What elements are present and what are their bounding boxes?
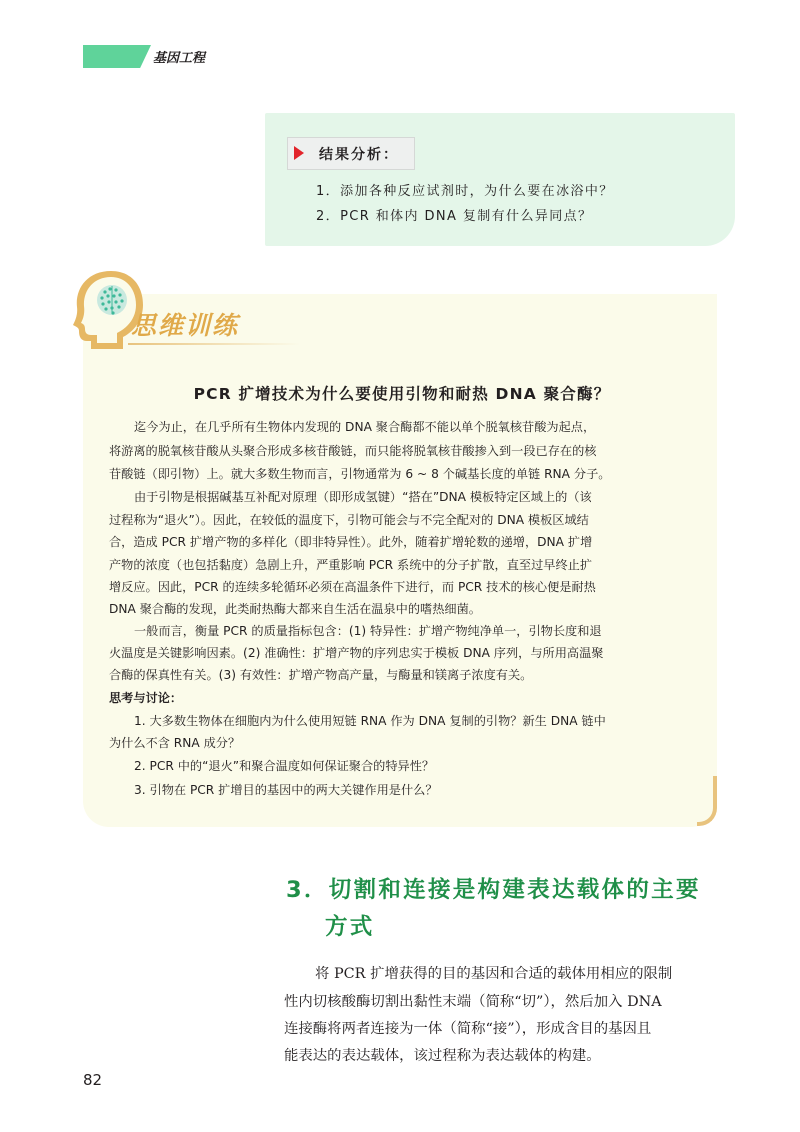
thinking-training-heading: 思维训练 — [131, 311, 240, 340]
header-title: 基因工程 — [153, 51, 206, 66]
essay-line: DNA 聚合酶的发现，此类耐热酶大都来自生活在温泉中的嗜热细菌。 — [109, 602, 481, 616]
discussion-heading: 思考与讨论： — [109, 691, 183, 705]
section-title-line-2: 方式 — [325, 914, 375, 940]
essay-line: 将游离的脱氧核苷酸从头聚合形成多核苷酸链，而只能将脱氧核苷酸掺入到一段已存在的核 — [109, 444, 597, 458]
header-green-tab — [83, 45, 151, 68]
essay-line: 产物的浓度（也包括黏度）急剧上升，严重影响 PCR 系统中的分子扩散，直至过早终止扩 — [109, 558, 593, 572]
section-title-line-1: 3．切割和连接是构建表达载体的主要 — [286, 877, 701, 903]
essay-line: 苷酸链（即引物）上。就大多数生物而言，引物通常为 6 ~ 8 个碱基长度的单链 RNA 分子。 — [109, 467, 611, 481]
essay-line: 过程称为“退火”）。因此，在较低的温度下，引物可能会与不完全配对的 DNA 模板区域结 — [109, 513, 589, 527]
body-paragraph-line: 连接酶将两者连接为一体（简称“接”），形成含目的基因且 — [284, 1021, 652, 1037]
discussion-question: 2. PCR 中的“退火”和聚合温度如何保证聚合的特异性？ — [134, 759, 435, 773]
essay-line: 由于引物是根据碱基互补配对原理（即形成氢键）“搭在”DNA 模板特定区域上的（该 — [134, 490, 592, 504]
essay-line: 增反应。因此，PCR 的连续多轮循环必须在高温条件下进行，而 PCR 技术的核心便是耐热 — [109, 580, 596, 594]
essay-title: PCR 扩增技术为什么要使用引物和耐热 DNA 聚合酶？ — [193, 385, 611, 403]
essay-line: 一般而言，衡量 PCR 的质量指标包含：(1) 特异性：扩增产物纯净单一，引物长度和退 — [134, 624, 602, 638]
page-number: 82 — [83, 1071, 103, 1089]
essay-line: 合，造成 PCR 扩增产物的多样化（即非特异性）。此外，随着扩增轮数的递增，DNA 扩增 — [109, 535, 593, 549]
essay-line: 合酶的保真性有关。(3) 有效性：扩增产物高产量，与酶量和镁离子浓度有关。 — [109, 668, 533, 682]
play-arrow-icon — [294, 146, 304, 160]
body-paragraph-line: 将 PCR 扩增获得的目的基因和合适的载体用相应的限制 — [315, 966, 673, 982]
discussion-question: 为什么不含 RNA 成分？ — [109, 736, 241, 750]
result-analysis-title: 结果分析： — [319, 147, 399, 163]
heading-underline — [128, 343, 300, 345]
body-paragraph-line: 性内切核酸酶切割出黏性末端（简称“切”），然后加入 DNA — [284, 994, 662, 1010]
result-question-1: 1．添加各种反应试剂时，为什么要在冰浴中？ — [316, 184, 614, 199]
result-question-2: 2．PCR 和体内 DNA 复制有什么异同点？ — [316, 209, 593, 224]
thinking-box-corner-decoration — [697, 776, 717, 826]
body-paragraph-line: 能表达的表达载体，该过程称为表达载体的构建。 — [284, 1048, 601, 1064]
essay-line: 火温度是关键影响因素。(2) 准确性：扩增产物的序列忠实于模板 DNA 序列，与所用高温聚 — [109, 646, 604, 660]
discussion-question: 3. 引物在 PCR 扩增目的基因中的两大关键作用是什么？ — [134, 783, 438, 797]
essay-line: 迄今为止，在几乎所有生物体内发现的 DNA 聚合酶都不能以单个脱氧核苷酸为起点， — [134, 420, 596, 434]
discussion-question: 1. 大多数生物体在细胞内为什么使用短链 RNA 作为 DNA 复制的引物？新生 DNA 链中 — [134, 714, 606, 728]
